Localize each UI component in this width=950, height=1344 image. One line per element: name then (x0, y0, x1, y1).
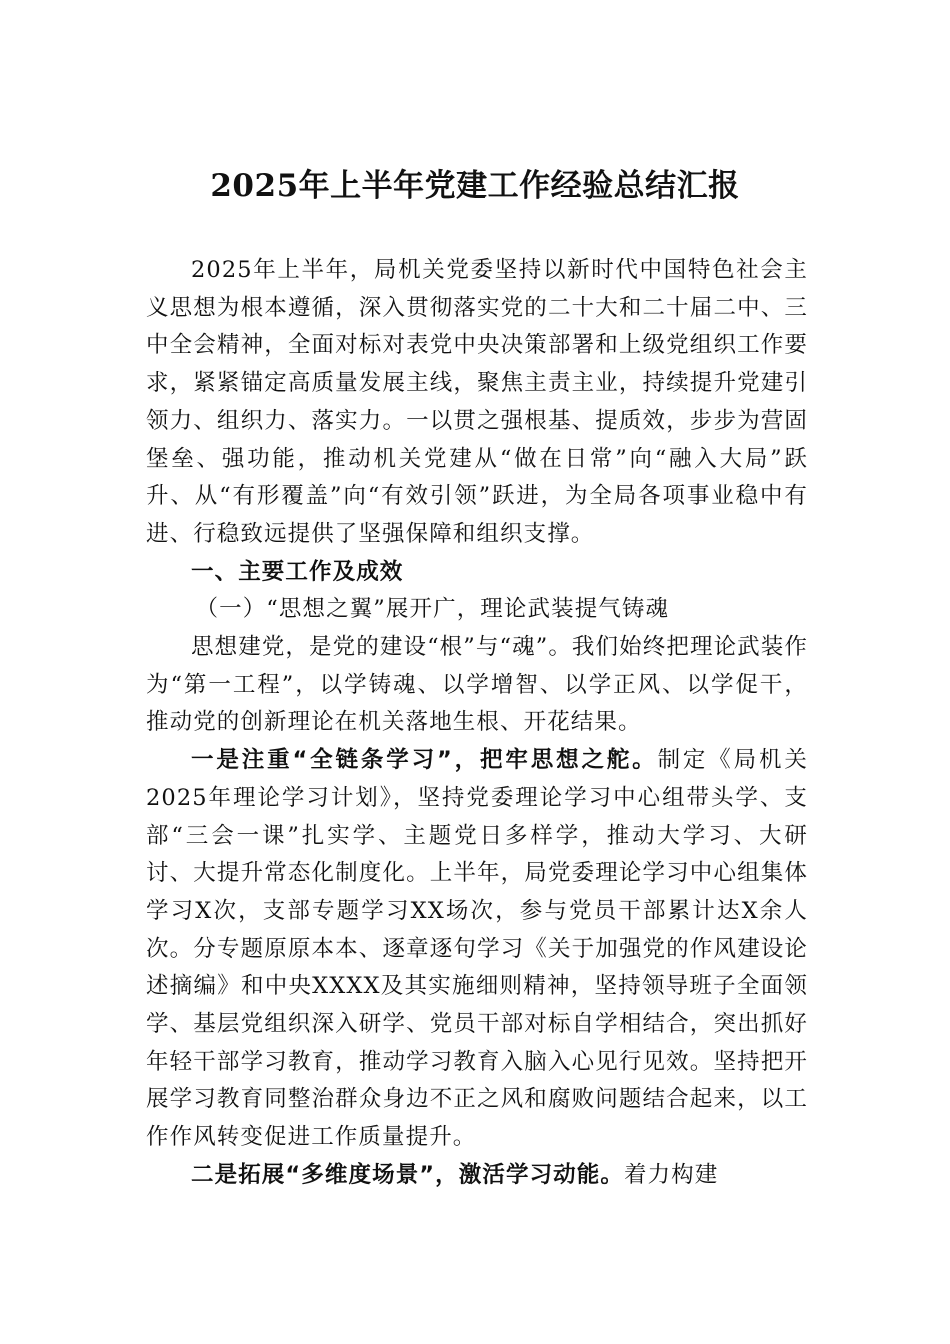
point-one-paragraph (146, 742, 808, 1157)
point-one-text: 制定《局机关2025年理论学习计划》，坚持党委理论学习中心组带头学、支部“三会一课”扎实学、主题党日多样学，推动大学习、大研讨、大提升常态化制度化。上半年，局党委理论学习中心组集体学习X次，支部专题学习XX场次，参与党员干部累计达X余人次。分专题原原本本、逐章逐句学习《关于加强党的作风建设论述摘编》和中央XXXX及其实施细则精神，坚持领导班子全面领学、基层党组织深入研学、党员干部对标自学相结合，突出抓好年轻干部学习教育，推动学习教育入脑入心见行见效。坚持把开展学习教育同整治群众身边不正之风和腐败问题结合起来，以工作作风转变促进工作质量提升。 (146, 747, 808, 1151)
intro-paragraph: 2025年上半年，局机关党委坚持以新时代中国特色社会主义思想为根本遵循，深入贯彻落实党的二十大和二十届二中、三中全会精神，全面对标对表党中央决策部署和上级党组织工作要求，紧紧锚定高质量发展主线，聚焦主责主业，持续提升党建引领力、组织力、落实力。一以贯之强根基、提质效，步步为营固堡垒、强功能，推动机关党建从“做在日常”向“融入大局”跃升、从“有形覆盖”向“有效引领”跃进，为全局各项事业稳中有进、行稳致远提供了坚强保障和组织支撑。 (146, 257, 808, 547)
subsection-intro-paragraph: 思想建党，是党的建设“根”与“魂”。我们始终把理论武装作为“第一工程”，以学铸魂、以学增智、以学正风、以学促干，推动党的创新理论在机关落地生根、开花结果。 (146, 634, 808, 736)
point-two-lead: 二是拓展“多维度场景”，激活学习动能。 (191, 1161, 624, 1188)
point-two-paragraph (146, 1157, 808, 1195)
document-body (146, 252, 808, 1195)
point-one-lead: 一是注重“全链条学习”，把牢思想之舵。 (191, 747, 658, 774)
document-title: 2025年上半年党建工作经验总结汇报 (210, 168, 740, 204)
section-heading-main-work: 一、主要工作及成效 (191, 558, 404, 585)
subsection-heading-theory: （一）“思想之翼”展开广，理论武装提气铸魂 (195, 596, 670, 623)
point-two-text: 着力构建 (623, 1161, 719, 1188)
